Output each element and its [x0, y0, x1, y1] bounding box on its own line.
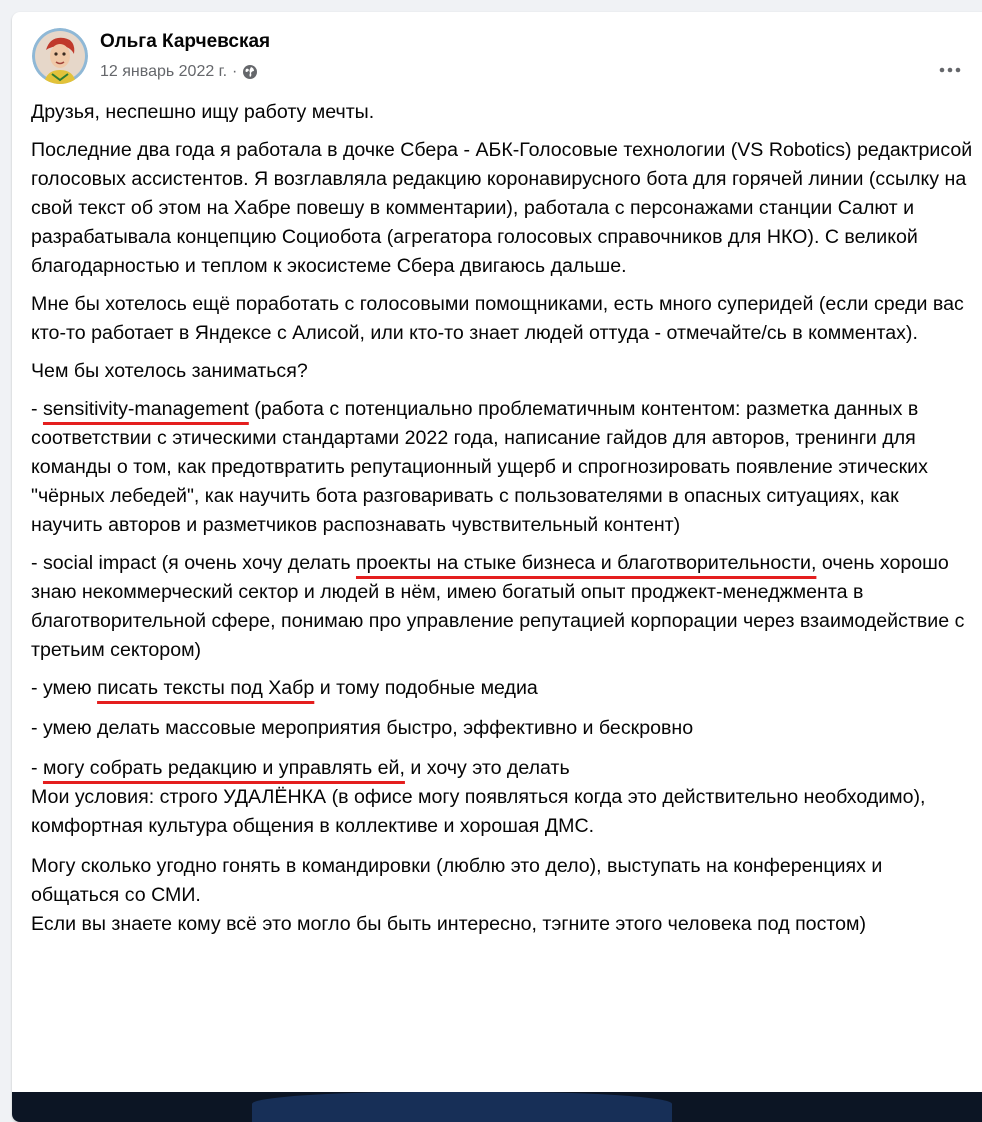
list-item	[31, 549, 975, 665]
item-prefix: -	[31, 398, 43, 420]
image-glow	[252, 1092, 672, 1122]
paragraph: Если вы знаете кому всё это могло бы быть интересно, тэгните этого человека под постом)	[31, 913, 867, 935]
item-prefix: - social impact (я очень хочу делать	[31, 552, 356, 574]
paragraph: Чем бы хотелось заниматься?	[31, 360, 308, 382]
list-item	[31, 395, 975, 540]
item-text: (работа с потенциально проблематичным контентом: разметка данных в соответствии с этическими стандартами 2022 года, написание гайдов для авторов, тренинги для команды о том, как предотвратить репутационный ущерб и спрогнозировать появление этических "чёрных лебедей", как научить бота разговаривать с пользователями в опасных ситуациях, как научить авторов и разметчиков распознавать чувствительный контент)	[31, 398, 928, 536]
paragraph: Мне бы хотелось ещё поработать с голосовыми помощниками, есть много суперидей (если среди вас кто-то работает в Яндексе с Алисой, или кто-то знает людей оттуда - отмечайте/сь в комментах).	[31, 293, 964, 344]
attached-image-preview[interactable]	[12, 1092, 982, 1122]
highlighted-text: проекты на стыке бизнеса и благотворительности,	[355, 552, 817, 574]
post-meta	[100, 63, 258, 81]
paragraph: Друзья, неспешно ищу работу мечты.	[31, 101, 375, 123]
more-horizontal-icon	[938, 67, 962, 73]
author-avatar[interactable]	[32, 28, 88, 84]
post-header	[12, 12, 982, 92]
item-prefix: -	[31, 757, 43, 779]
list-item	[31, 674, 975, 703]
item-text: и тому подобные медиа	[314, 677, 538, 699]
more-options-button[interactable]	[932, 52, 968, 88]
post-date[interactable]: 12 январь 2022 г.	[100, 63, 228, 80]
item-text: и хочу это делать	[404, 757, 570, 779]
highlighted-text: sensitivity-management	[42, 398, 249, 420]
meta-separator: ·	[232, 63, 238, 80]
globe-icon	[242, 64, 258, 80]
post-body	[31, 98, 975, 939]
item-text: очень хорошо знаю некоммерческий сектор и людей в нём, имею богатый опыт проджект-менеджмента в благотворительной сфере, понимаю про управление репутацией корпорации через взаимодействие с третьим сектором)	[31, 552, 965, 661]
avatar-image	[32, 28, 88, 84]
author-name[interactable]: Ольга Карчевская	[100, 31, 271, 52]
paragraph: Могу сколько угодно гонять в командировки (люблю это дело), выступать на конференциях и общаться со СМИ.	[31, 855, 883, 906]
item-prefix: - умею	[31, 677, 98, 699]
paragraph: Мои условия: строго УДАЛЁНКА (в офисе могу появляться когда это действительно необходимо), комфортная культура общения в коллективе и хорошая ДМС.	[31, 786, 926, 837]
highlighted-text: писать тексты под Хабр	[97, 677, 315, 699]
highlighted-text: могу собрать редакцию и управлять ей,	[42, 757, 405, 779]
list-item	[31, 754, 975, 783]
post-card	[12, 12, 982, 1122]
list-item: - умею делать массовые мероприятия быстро, эффективно и бескровно	[31, 717, 694, 739]
paragraph: Последние два года я работала в дочке Сбера - АБК-Голосовые технологии (VS Robotics) редактрисой голосовых ассистентов. Я возглавляла редакцию коронавирусного бота для горячей линии (ссылку на свой текст об этом на Хабре повешу в комментарии), работала с персонажами станции Салют и разрабатывала концепцию Социобота (агрегатора голосовых справочников для НКО). С великой благодарностью и теплом к экосистеме Сбера двигаюсь дальше.	[31, 139, 973, 277]
